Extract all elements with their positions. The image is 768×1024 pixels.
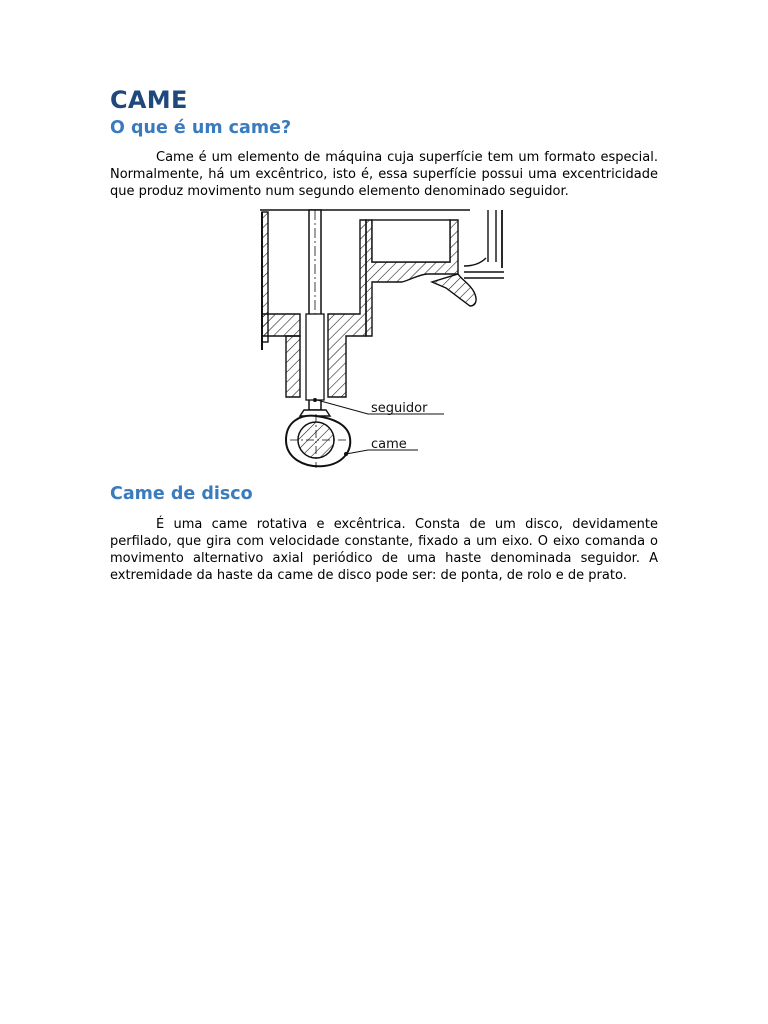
follower-callout — [317, 400, 444, 416]
document-page — [110, 84, 658, 584]
cam-label: came — [371, 437, 407, 452]
cam-disc — [286, 414, 350, 468]
cam-callout — [346, 437, 418, 454]
housing-right-column — [464, 210, 504, 278]
section-paragraph-what-is-cam: Came é um elemento de máquina cuja superfície tem um formato especial. Normalmente, há um excêntrico, isto é, essa superfície possui uma excentricidade que produz movimento num segundo elemento denominado seguidor. — [110, 150, 658, 199]
section-heading-disc-cam: Came de disco — [110, 484, 253, 504]
section-paragraph-disc-cam: É uma came rotativa e excêntrica. Consta de um disco, devidamente perfilado, que gira com velocidade constante, fixado a um eixo. O eixo comanda o movimento alternativo axial periódico de uma haste denominada seguidor. A extremidade da haste da came de disco pode ser: de ponta, de rolo e de prato. — [110, 517, 658, 583]
cam-follower-figure — [110, 202, 658, 482]
follower-stem — [300, 210, 330, 416]
housing-body-right — [328, 220, 476, 397]
section-heading-what-is-cam: O que é um came? — [110, 118, 292, 138]
document-title: CAME — [110, 86, 188, 114]
follower-label: seguidor — [371, 401, 428, 416]
cam-mechanism-drawing — [110, 202, 658, 482]
